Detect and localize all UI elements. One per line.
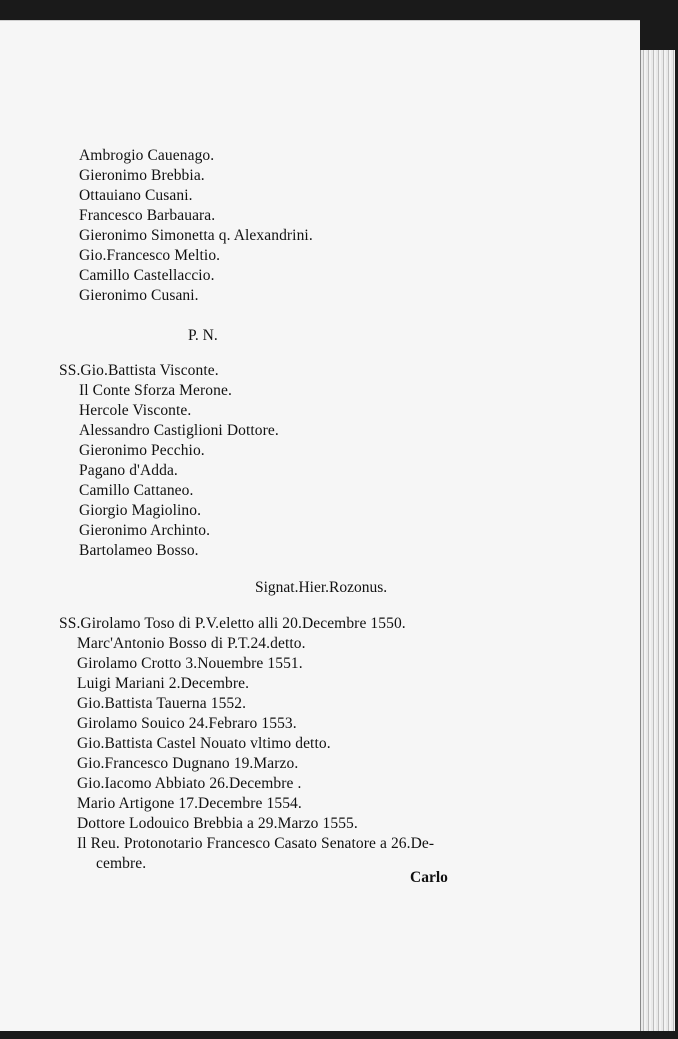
name-line: Pagano d'Adda. xyxy=(79,462,178,479)
name-line: Gieronimo Cusani. xyxy=(79,287,199,304)
name-line: Mario Artigone 17.Decembre 1554. xyxy=(77,795,302,812)
name-line: Il Conte Sforza Merone. xyxy=(79,382,232,399)
name-line: Dottore Lodouico Brebbia a 29.Marzo 1555. xyxy=(77,815,358,832)
name-line: Hercole Visconte. xyxy=(79,402,192,419)
name-line: Gio.Battista Castel Nouato vltimo detto. xyxy=(77,735,331,752)
name-line: Gio.Battista Tauerna 1552. xyxy=(77,695,247,712)
name-line: Ambrogio Cauenago. xyxy=(79,147,215,164)
name-line: Bartolameo Bosso. xyxy=(79,542,199,559)
catchword: Carlo xyxy=(410,869,448,886)
name-line: Giorgio Magiolino. xyxy=(79,502,202,519)
name-line: Alessandro Castiglioni Dottore. xyxy=(79,422,279,439)
name-line: Girolamo Crotto 3.Nouembre 1551. xyxy=(77,655,303,672)
name-line: Gieronimo Simonetta q. Alexandrini. xyxy=(79,227,313,244)
name-line: Girolamo Souico 24.Febraro 1553. xyxy=(77,715,297,732)
name-line: Luigi Mariani 2.Decembre. xyxy=(77,675,250,692)
name-line-continuation: cembre. xyxy=(96,855,147,872)
name-line: Gieronimo Pecchio. xyxy=(79,442,205,459)
name-line: Gieronimo Brebbia. xyxy=(79,167,205,184)
section-heading: P. N. xyxy=(188,327,218,344)
name-line: SS.Girolamo Toso di P.V.eletto alli 20.Decembre 1550. xyxy=(59,615,406,632)
name-line: SS.Gio.Battista Visconte. xyxy=(59,362,219,379)
bottom-shadow xyxy=(0,1031,678,1039)
page-edges xyxy=(640,50,675,1035)
name-line: Gio.Francesco Dugnano 19.Marzo. xyxy=(77,755,299,772)
name-line: Francesco Barbauara. xyxy=(79,207,216,224)
name-line: Ottauiano Cusani. xyxy=(79,187,193,204)
name-line: Camillo Cattaneo. xyxy=(79,482,194,499)
section-heading: Signat.Hier.Rozonus. xyxy=(255,579,388,596)
name-line: Gieronimo Archinto. xyxy=(79,522,211,539)
name-line: Gio.Francesco Meltio. xyxy=(79,247,221,264)
name-line: Il Reu. Protonotario Francesco Casato Senatore a 26.De- xyxy=(77,835,435,852)
name-line: Camillo Castellaccio. xyxy=(79,267,215,284)
name-line: Gio.Iacomo Abbiato 26.Decembre . xyxy=(77,775,302,792)
name-line: Marc'Antonio Bosso di P.T.24.detto. xyxy=(77,635,306,652)
